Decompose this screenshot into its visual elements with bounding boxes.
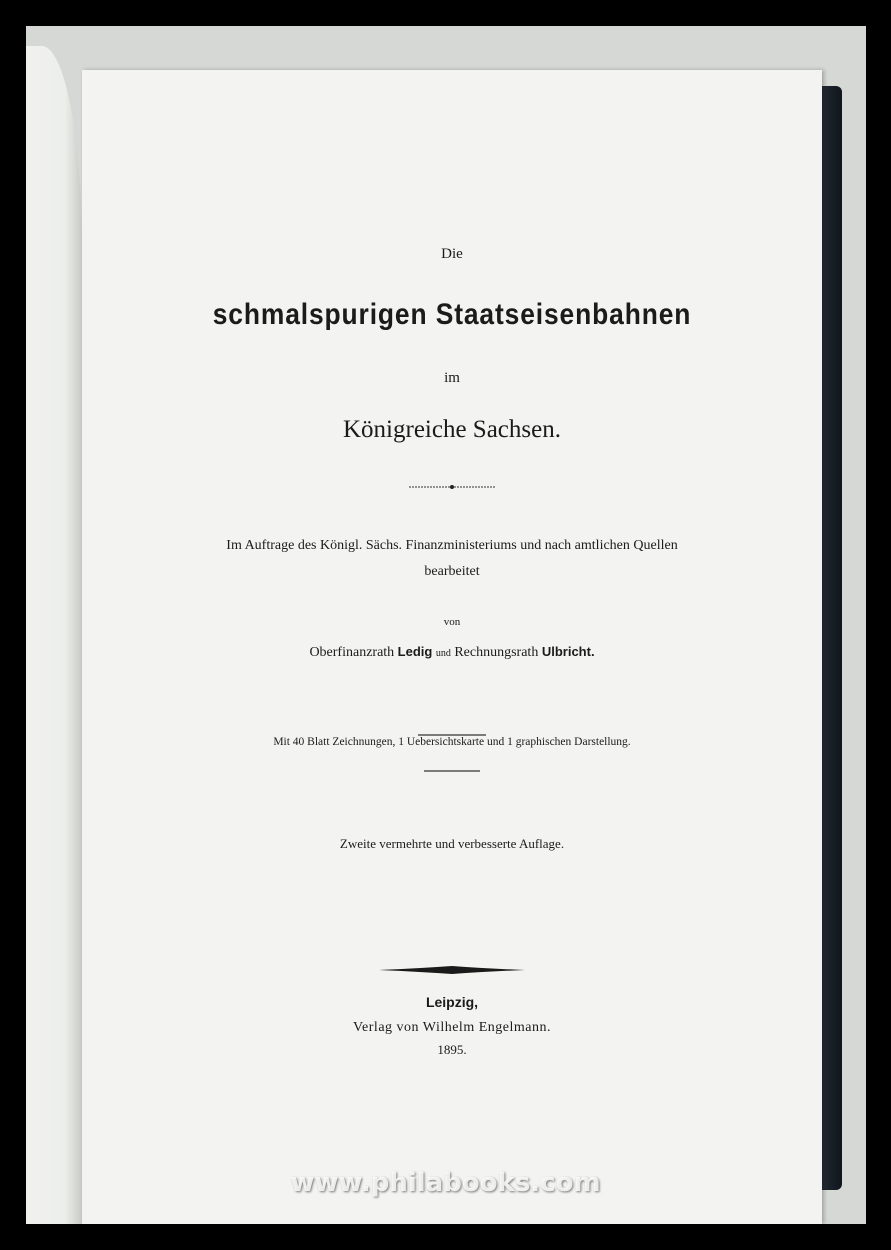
author1-name: Ledig (397, 644, 433, 659)
author2-name: Ulbricht. (541, 644, 595, 659)
edition-note: Zweite vermehrte und verbesserte Auflage. (339, 836, 565, 851)
ornament-swelled-rule (82, 962, 822, 980)
subtitle: Königreiche Sachsen. (343, 416, 561, 443)
author2-title: Rechnungsrath (454, 645, 539, 660)
ornament-rule-lower (82, 760, 822, 778)
title-preposition: im (444, 370, 460, 386)
plates-note: Mit 40 Blatt Zeichnungen, 1 Uebersichtskarte und 1 graphischen Darstellung. (273, 736, 631, 748)
imprint-year: 1895. (437, 1042, 467, 1057)
watermark-text: www.philabooks.com (290, 1168, 601, 1198)
author1-title: Oberfinanzrath (309, 645, 395, 660)
imprint-city: Leipzig, (425, 994, 479, 1010)
title-page-content (82, 26, 822, 1224)
authors-line (82, 644, 822, 661)
left-page-edge (26, 46, 82, 1224)
commission-line-1: Im Auftrage des Königl. Sächs. Finanzministeriums und nach amtlichen Quellen (226, 538, 678, 553)
authors-conjunction: und (435, 648, 451, 659)
ornament-divider-top (82, 478, 822, 496)
title-article: Die (441, 246, 463, 262)
by-line: von (443, 616, 461, 628)
photo-frame (26, 26, 866, 1224)
main-title: schmalspurigen Staatseisenbahnen (212, 298, 692, 331)
imprint-publisher: Verlag von Wilhelm Engelmann. (353, 1020, 551, 1035)
commission-line-2: bearbeitet (424, 564, 480, 579)
